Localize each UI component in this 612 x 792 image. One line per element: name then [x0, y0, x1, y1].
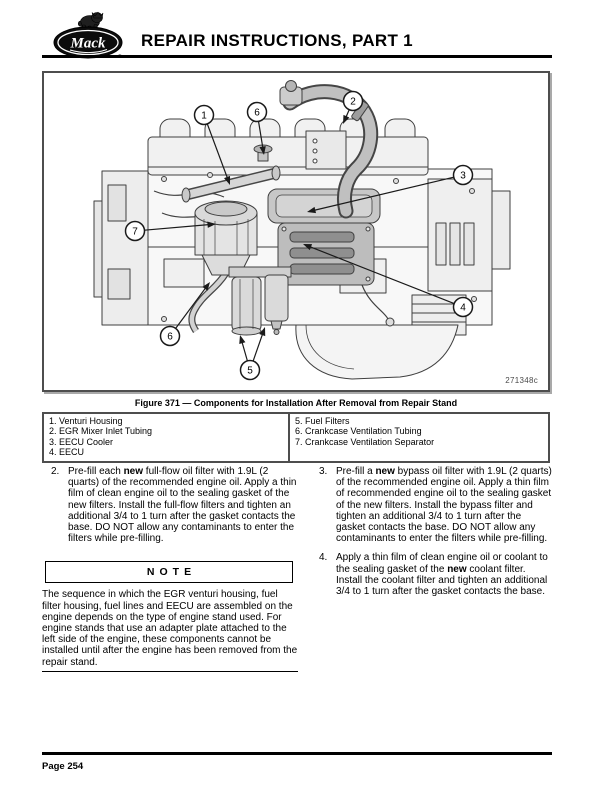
note-text: The sequence in which the EGR venturi housing, fuel filter housing, fuel lines and EECU are assembled on the engine depends on the type of engine stand used. For engine stands that use an adapter plate attached to the left side of the engine, these components cannot be installed until after the engine has been removed from the repair stand. — [42, 589, 298, 668]
legend-item: 7. Crankcase Ventilation Separator — [295, 436, 435, 447]
callout-number: 1 — [201, 110, 207, 122]
step-2 — [42, 466, 298, 544]
callout-number: 2 — [350, 96, 356, 108]
legend-item: 1. Venturi Housing — [49, 416, 123, 426]
figure-box — [42, 71, 550, 392]
legend-item: 4. EECU — [49, 447, 85, 458]
legend-item: 2. EGR Mixer Inlet Tubing — [49, 426, 153, 437]
step-number: 3. — [319, 466, 328, 477]
step-4 — [310, 552, 552, 597]
column-left — [42, 466, 298, 672]
callout-number: 6 — [254, 107, 260, 119]
legend-table — [42, 412, 550, 463]
logo-wordmark: Mack — [70, 35, 106, 52]
step-3 — [310, 466, 552, 544]
legend-item: 5. Fuel Filters — [295, 416, 350, 426]
figure-caption: Figure 371 — Components for Installation After Removal from Repair Stand — [134, 398, 458, 408]
step-number: 4. — [319, 552, 328, 564]
step-number: 2. — [51, 466, 60, 477]
callout-number: 6 — [167, 331, 173, 343]
step-text: Apply a thin film of clean engine oil or coolant to the sealing gasket of the new coolant filter. Install the coolant filter and tighten an additional 3/4 to 1 turn after the gasket contacts the base. — [336, 552, 548, 598]
legend-item: 6. Crankcase Ventilation Tubing — [295, 426, 422, 437]
figure-image-code: 271348c — [505, 376, 538, 385]
eecu — [278, 223, 374, 285]
legend-item: 3. EECU Cooler — [49, 436, 114, 447]
mack-logo — [52, 9, 124, 59]
rear-plate — [94, 171, 148, 325]
step-text: Pre-fill each new full-flow oil filter with 1.9L (2 quarts) of the recommended engine oil. Apply a thin film of clean engine oil to the sealing gasket of the new filters. Install the full-flow filters and tighten an additional 3/4 to 1 turn after the gasket contacts the base. DO NOT allow any contaminants to enter the filters while pre-filling. — [68, 466, 297, 545]
eecu-cooler — [268, 189, 380, 223]
page-number: Page 254 — [42, 761, 84, 772]
note-box: NOTE — [45, 561, 293, 583]
header-rule — [42, 55, 552, 58]
step-text: Pre-fill a new bypass oil filter with 1.9L (2 quarts) of the recommended engine oil. Apply a thin film of recommended engine oil to the sealing gasket of the new filters. Install the bypass filter and tighten an additional 3/4 to 1 turn after the gasket contacts the base. DO NOT allow any contaminants to enter the filters while pre-filling. — [336, 466, 552, 545]
page-title: REPAIR INSTRUCTIONS, PART 1 — [141, 31, 413, 50]
section-end-rule — [42, 671, 298, 672]
callout-number: 7 — [132, 226, 138, 238]
column-right — [310, 466, 552, 672]
callout-number: 4 — [460, 302, 466, 314]
footer-rule — [42, 752, 552, 755]
callout-number: 3 — [460, 170, 466, 182]
valve-cover — [148, 119, 428, 175]
engine-illustration — [44, 73, 548, 390]
oil-pan — [296, 325, 458, 379]
body-columns — [42, 466, 552, 672]
callout-number: 5 — [247, 365, 253, 377]
legend-column-left — [44, 414, 290, 461]
legend-column-right — [290, 414, 548, 461]
intake-bracket — [306, 131, 346, 169]
